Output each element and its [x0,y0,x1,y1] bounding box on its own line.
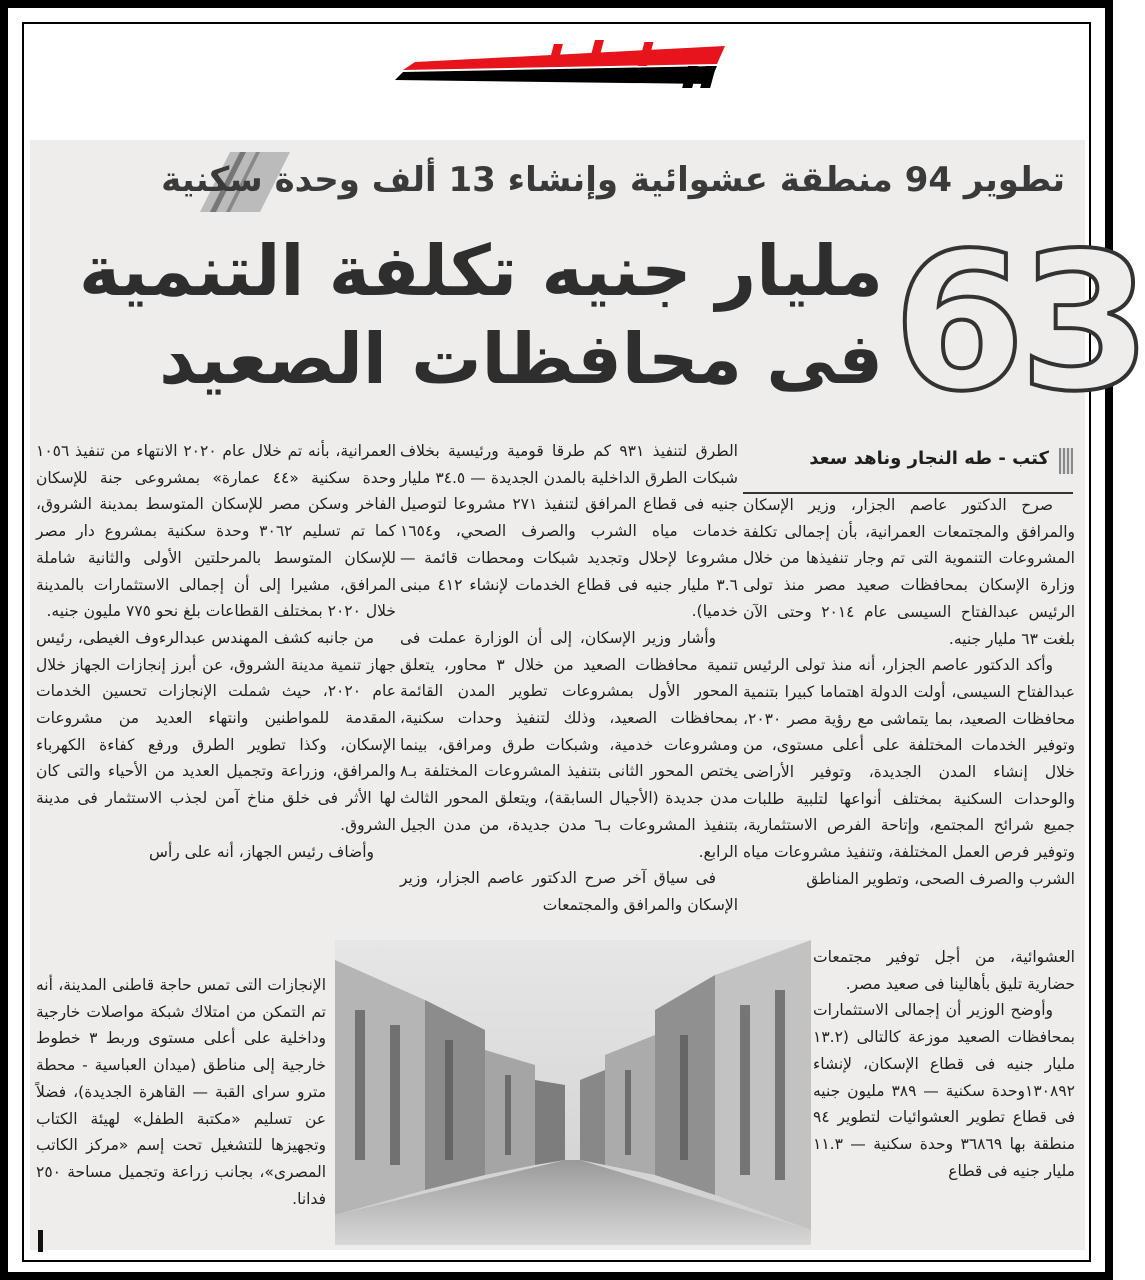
paragraph: فى سياق آخر صرح الدكتور عاصم الجزار، وزير الإسكان والمرافق والمجتمعات [400,869,738,914]
right-column-lower [813,944,1075,1184]
paragraph: وأكد الدكتور عاصم الجزار، أنه منذ تولى الرئيس عبدالفتاح السيسى، أولت الدولة اهتماما كبيرا بتنمية محافظات الصعيد، بما يتماشى مع رؤية مصر ٢٠٣٠، وتوفير الخدمات المختلفة على أعلى مستوى، من خلال إنشاء المدن الجديدة، وتوفير الأراضى والوحدات السكنية بمختلف أنواعها لتلبية طلبات جميع شرائح المجتمع، وإتاحة الفرص الاستثمارية، وتوفير فرص العمل المختلفة، وتنفيذ مشروعات مياه الشرب والصرف الصحى، وتطوير المناطق [743,656,1075,888]
paragraph: من جانبه كشف المهندس عبدالرءوف الغيطى، رئيس جهاز تنمية مدينة الشروق، عن أبرز إنجازات الجهاز خلال عام ٢٠٢٠، حيث شملت الإنجازات تحسين الخدمات المقدمة للمواطنين وانتهاء العديد من مشروعات الإسكان، وكذا تطوير الطرق ورفع كفاءة الكهرباء والمرافق، وزراعة وتجميل العديد من الأحياء والتى كان لها الأثر فى خلق مناخ آمن لجذب الاستثمار فى مدينة الشروق. [36,628,396,834]
paragraph: وأوضح الوزير أن إجمالى الاستثمارات بمحافظات الصعيد موزعة كالتالى (١٣.٢ مليار جنيه فى قطاع الإسكان، لإنشاء ١٣٠٨٩٢وحدة سكنية — ٣٨٩ مليون جنيه فى قطاع تطوير العشوائيات لتطوير ٩٤ منطقة بها ٣٦٨٦٩ وحدة سكنية — ١١.٣ مليار جنيه فى قطاع [813,1001,1075,1180]
left-column-lower [36,972,326,1212]
paragraph: العشوائية، من أجل توفير مجتمعات حضارية تليق بأهالينا فى صعيد مصر. [813,948,1075,993]
scan-edge-mark [38,1230,43,1252]
left-column-upper [36,438,396,865]
byline-text: كتب - طه النجار وناهد سعد [809,448,1049,469]
headline-line-2: فى محافظات الصعيد [159,318,883,400]
article-kicker: تطوير 94 منطقة عشوائية وإنشاء 13 ألف وحدة سكنية [161,160,1065,200]
paragraph: العمرانية، بأنه تم خلال عام ٢٠٢٠ الانتهاء من تنفيذ ١٠٥٦ وحدة سكنية «٤٤ عمارة» بمشروعى جنة للإسكان الفاخر وسكن مصر للإسكان المتوسط بمدينة الشروق، كما تم تسليم ٣٠٦٢ وحدة سكنية بمشروع دار مصر للإسكان المتوسط بالمرحلتين الأولى والثانية شاملة المرافق، مشيرا إلى أن إجمالى الاستثمارات بالمدينة خلال ٢٠٢٠ بمختلف القطاعات بلغ نحو ٧٧٥ مليون جنيه. [36,442,397,621]
paragraph: الإنجازات التى تمس حاجة قاطنى المدينة، أنه تم التمكن من امتلاك شبكة مواصلات خارجية وداخلية على أعلى مستوى وربط ٣ خطوط خارجية إلى مناطق (ميدان العباسية - محطة مترو سراى القبة — القاهرة الجديدة)، فضلاً عن تسليم «مكتبة الطفل» لهيئة الكتاب وتجهيزها للتشغيل تحت إسم «مركز الكاتب المصرى»، بجانب زراعة وتجميل مساحة ٢٥٠ فدانا. [36,976,326,1208]
newspaper-logo [395,40,725,90]
byline-marker [1059,448,1073,474]
paragraph: الطرق لتنفيذ ٩٣١ كم طرقا قومية ورئيسية بخلاف شبكات الطرق الداخلية بالمدن الجديدة — ٣٤.٥ مليار جنيه فى قطاع المرافق لتنفيذ ٢٧١ مشروعا لتوصيل خدمات مياه الشرب والصرف الصحي، و١٦٥٤ مشروعا لإحلال وتجديد شبكات ومحطات قائمة — ٣.٦ مليار جنيه فى قطاع الخدمات لإنشاء ٤١٢ مبنى خدميا). [400,442,738,621]
housing-buildings-photo [335,940,811,1245]
headline-number: 63 [893,212,1145,433]
paragraph: وأضاف رئيس الجهاز، أنه على رأس [149,842,374,861]
middle-column [400,438,738,919]
right-column-upper [743,492,1075,893]
paragraph: صرح الدكتور عاصم الجزار، وزير الإسكان والمرافق والمجتمعات العمرانية، بأن إجمالى تكلفة المشروعات التنموية التى تم وجار تنفيذها من خلال وزارة الإسكان بمحافظات صعيد مصر منذ تولى الرئيس عبدالفتاح السيسى عام ٢٠١٤ وحتى الآن بلغت ٦٣ مليار جنيه. [743,496,1075,648]
paragraph: وأشار وزير الإسكان، إلى أن الوزارة عملت فى تنمية محافظات الصعيد من خلال ٣ محاور، يتعلق المحور الأول بمشروعات تطوير المدن القائمة بمحافظات الصعيد، وذلك لتنفيذ وحدات سكنية، ومشروعات خدمية، وشبكات طرق ومرافق، بينما يختص المحور الثانى بتنفيذ المشروعات المختلفة بـ٨ مدن جديدة (الأجيال السابقة)، ويتعلق المحور الثالث بتنفيذ المشروعات بـ٦ مدن جديدة، من مدن الجيل الرابع. [400,628,738,861]
headline-line-1: مليار جنيه تكلفة التنمية [78,230,883,312]
